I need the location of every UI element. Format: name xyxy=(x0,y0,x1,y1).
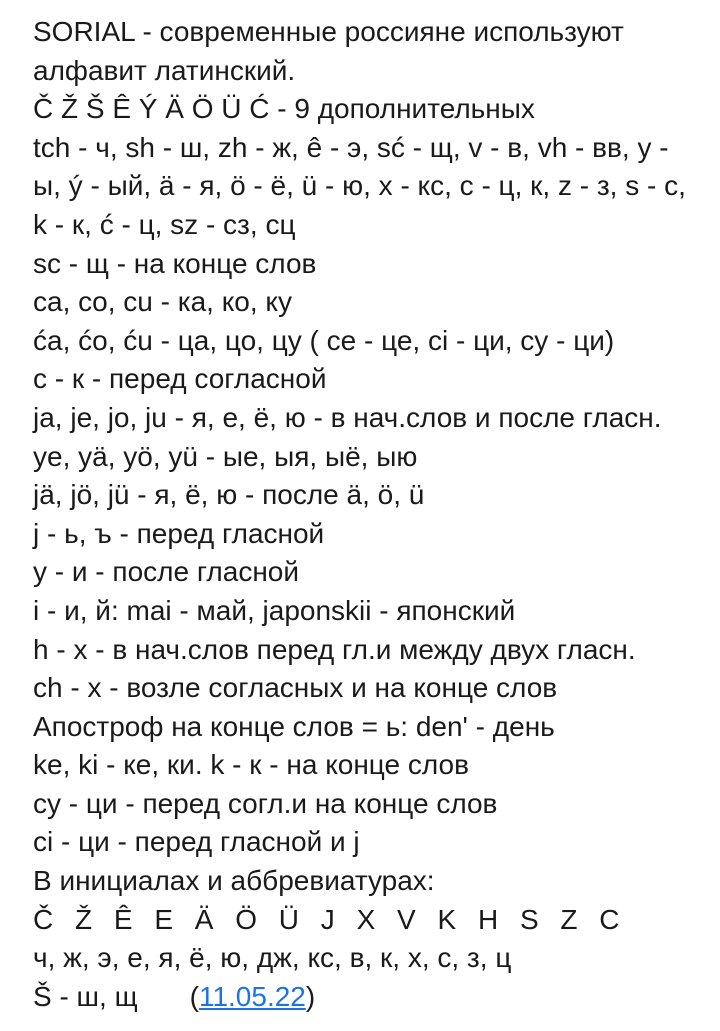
text-line: В инициалах и аббревиатурах: xyxy=(33,865,435,897)
text-line: Апостроф на конце слов = ь: den' - день xyxy=(33,710,555,742)
last-line-text: Š - ш, щ xyxy=(33,980,138,1012)
text-line: ы, ý - ый, ä - я, ö - ё, ü - ю, x - кс, c - ц, к, z - з, s - с, xyxy=(33,170,686,202)
text-line: ч, ж, э, е, я, ё, ю, дж, кс, в, к, х, с, з, ц xyxy=(33,942,512,974)
text-line: ća, ćo, ću - ца, цо, цу ( ce - це, ci - ци, cy - ци) xyxy=(33,324,615,356)
text-line: SORIAL - современные россияне используют xyxy=(33,16,624,47)
date-link[interactable]: 11.05.22 xyxy=(198,980,306,1012)
text-line: c - к - перед согласной xyxy=(33,363,327,395)
text-line: k - к, ć - ц, sz - сз, сц xyxy=(33,208,296,240)
text-line: ke, ki - ке, ки. k - к - на конце слов xyxy=(33,749,469,781)
text-line: ci - ци - перед гласной и j xyxy=(33,826,360,858)
text-line: ja, je, jo, ju - я, е, ё, ю - в нач.слов и после гласн. xyxy=(33,401,662,433)
paren-open: ( xyxy=(189,980,199,1012)
last-line xyxy=(33,978,720,1017)
text-line: jä, jö, jü - я, ё, ю - после ä, ö, ü xyxy=(33,479,425,511)
text-line: sc - щ - на конце слов xyxy=(33,247,317,279)
initials-letters-line: Č Ž Ê E Ä Ö Ü J X V K H S Z C xyxy=(33,903,627,935)
text-line: алфавит латинский. xyxy=(33,54,296,86)
text-line: y - и - после гласной xyxy=(33,556,300,588)
text-line: ch - х - возле согласных и на конце слов xyxy=(33,672,558,704)
text-line: ye, yä, yö, yü - ые, ыя, ыё, ыю xyxy=(33,440,418,472)
text-line: tch - ч, sh - ш, zh - ж, ê - э, sć - щ, v - в, vh - вв, y - xyxy=(33,131,669,163)
text-line: Č Ž Š Ê Ý Ä Ö Ü Ć - 9 дополнительных xyxy=(33,93,535,125)
text-line: ca, co, cu - ка, ко, ку xyxy=(33,286,292,318)
text-line: i - и, й: mai - май, japonskii - японский xyxy=(33,594,516,626)
paren-close: ) xyxy=(305,980,316,1012)
text-line: cy - ци - перед согл.и на конце слов xyxy=(33,787,498,819)
text-line: j - ь, ъ - перед гласной xyxy=(33,517,325,549)
text-line: h - х - в нач.слов перед гл.и между двух гласн. xyxy=(33,633,636,665)
